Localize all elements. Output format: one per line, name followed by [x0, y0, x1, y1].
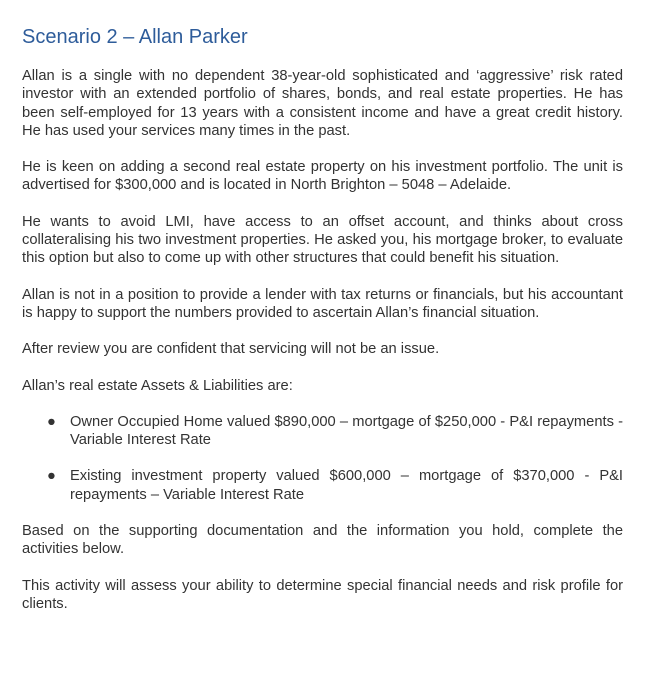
asset-investment-property: Existing investment property valued $600,000 – mortgage of $370,000 - P&I repayments – Variable Interest Rate — [70, 468, 623, 503]
list-item — [22, 467, 623, 504]
paragraph-client-profile: Allan is a single with no dependent 38-year-old sophisticated and ‘aggressive’ risk rated investor with an extended portfolio of shares, bonds, and real estate properties. He has been self-employed for 13 years with a consistent income and have a great credit history. He has used your services many times in the past. — [22, 68, 623, 139]
list-item — [22, 413, 623, 450]
document-page — [22, 24, 623, 631]
paragraph-assets-intro: Allan’s real estate Assets & Liabilities are: — [22, 377, 293, 394]
paragraph-assessment-note: This activity will assess your ability to determine special financial needs and risk profile for clients. — [22, 577, 623, 612]
scenario-title: Scenario 2 – Allan Parker — [22, 26, 248, 48]
paragraph-property-goal: He is keen on adding a second real estate property on his investment portfolio. The unit is advertised for $300,000 and is located in North Brighton – 5048 – Adelaide. — [22, 159, 623, 194]
bullet-icon: ● — [47, 468, 56, 485]
asset-owner-occupied-home: Owner Occupied Home valued $890,000 – mortgage of $250,000 - P&I repayments - Variable Interest Rate — [70, 413, 623, 449]
paragraph-instructions: Based on the supporting documentation and the information you hold, complete the activities below. — [22, 523, 623, 558]
paragraph-financials: Allan is not in a position to provide a lender with tax returns or financials, but his accountant is happy to support the numbers provided to ascertain Allan’s financial situation. — [22, 286, 623, 321]
paragraph-requirements: He wants to avoid LMI, have access to an offset account, and thinks about cross collateralising his two investment properties. He asked you, his mortgage broker, to evaluate this option but also to come up with other structures that could benefit his situation. — [22, 213, 623, 267]
bullet-icon: ● — [47, 413, 56, 430]
assets-liabilities-list — [22, 413, 623, 504]
paragraph-servicing: After review you are confident that servicing will not be an issue. — [22, 341, 440, 358]
